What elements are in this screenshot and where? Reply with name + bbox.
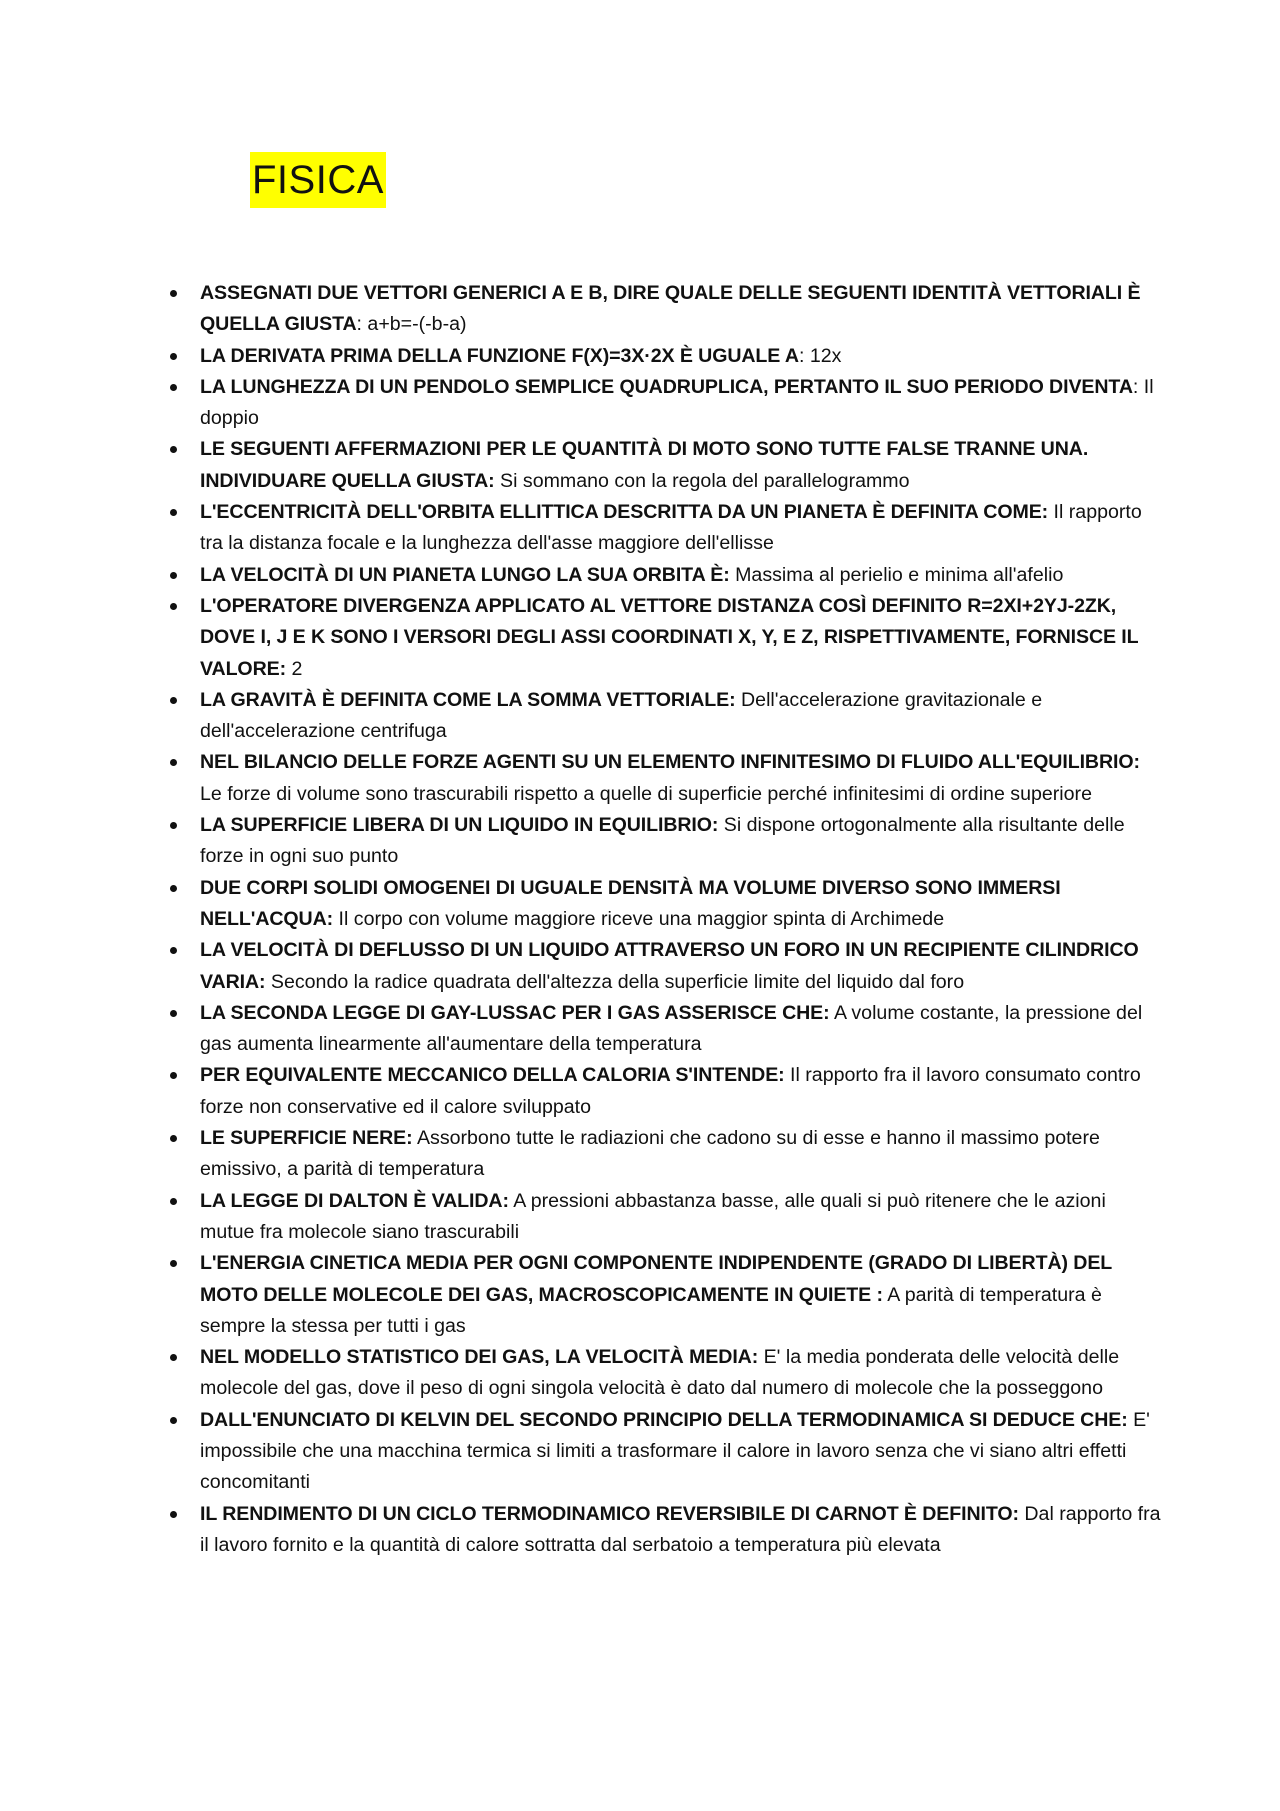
answer-text: Il corpo con volume maggiore riceve una maggior spinta di Archimede	[338, 907, 945, 930]
separator: :	[798, 344, 810, 367]
list-item	[200, 434, 1165, 497]
question-text: LA VELOCITÀ DI UN PIANETA LUNGO LA SUA ORBITA È:	[200, 563, 730, 586]
list-item	[200, 998, 1165, 1061]
question-text: IL RENDIMENTO DI UN CICLO TERMODINAMICO REVERSIBILE DI CARNOT È DEFINITO:	[200, 1502, 1019, 1525]
list-item	[200, 1123, 1165, 1186]
list-item	[200, 1186, 1165, 1249]
bullet-icon	[170, 1260, 177, 1267]
question-text: LA LUNGHEZZA DI UN PENDOLO SEMPLICE QUADRUPLICA, PERTANTO IL SUO PERIODO DIVENTA	[200, 375, 1133, 398]
list-item	[200, 372, 1165, 435]
question-text: ASSEGNATI DUE VETTORI GENERICI A E B, DIRE QUALE DELLE SEGUENTI IDENTITÀ VETTORIALI È QUELLA GIUSTA	[200, 282, 1141, 336]
question-text: DALL'ENUNCIATO DI KELVIN DEL SECONDO PRINCIPIO DELLA TERMODINAMICA SI DEDUCE CHE:	[200, 1408, 1128, 1431]
list-item	[200, 1060, 1165, 1123]
bullet-icon	[170, 1417, 177, 1424]
question-text: DUE CORPI SOLIDI OMOGENEI DI UGUALE DENSITÀ MA VOLUME DIVERSO SONO IMMERSI NELL'ACQUA:	[200, 876, 1061, 930]
question-text: PER EQUIVALENTE MECCANICO DELLA CALORIA S'INTENDE:	[200, 1064, 785, 1087]
bullet-icon	[170, 947, 177, 954]
bullet-icon	[170, 1354, 177, 1361]
list-item	[200, 935, 1165, 998]
bullet-icon	[170, 290, 177, 297]
title-container	[250, 152, 386, 208]
question-text: L'ECCENTRICITÀ DELL'ORBITA ELLITTICA DESCRITTA DA UN PIANETA È DEFINITA COME:	[200, 501, 1049, 524]
question-text: LA VELOCITÀ DI DEFLUSSO DI UN LIQUIDO ATTRAVERSO UN FORO IN UN RECIPIENTE CILINDRICO VARIA:	[200, 939, 1139, 993]
bullet-icon	[170, 446, 177, 453]
separator: :	[1132, 375, 1144, 398]
bullet-icon	[170, 384, 177, 391]
list-item	[200, 810, 1165, 873]
answer-text: Secondo la radice quadrata dell'altezza della superficie limite del liquido dal foro	[270, 970, 965, 993]
bullet-icon	[170, 759, 177, 766]
bullet-icon	[170, 697, 177, 704]
bullet-icon	[170, 603, 177, 610]
list-item	[200, 1248, 1165, 1342]
answer-text: A parità di temperatura è sempre la stessa per tutti i gas	[200, 1283, 1102, 1337]
answer-text: Dal rapporto fra il lavoro fornito e la quantità di calore sottratta dal serbatoio a temperatura più elevata	[200, 1502, 1161, 1556]
list-item	[200, 685, 1165, 748]
list-item	[200, 341, 1165, 372]
question-text: L'OPERATORE DIVERGENZA APPLICATO AL VETTORE DISTANZA COSÌ DEFINITO R=2XI+2YJ-2ZK, DOVE I, J E K SONO I VERSORI DEGLI ASSI COORDINATI X, Y, E Z, RISPETTIVAMENTE, FORNISCE IL VALORE:	[200, 594, 1139, 680]
bullet-icon	[170, 885, 177, 892]
list-item	[200, 591, 1165, 685]
bullet-icon	[170, 353, 177, 360]
answer-text: 2	[291, 657, 303, 680]
bullet-icon	[170, 509, 177, 516]
question-text: LA GRAVITÀ È DEFINITA COME LA SOMMA VETTORIALE:	[200, 688, 736, 711]
answer-text: E' impossibile che una macchina termica si limiti a trasformare il calore in lavoro senza che vi siano altri effetti concomitanti	[200, 1408, 1150, 1494]
list-item	[200, 560, 1165, 591]
separator: :	[356, 313, 368, 336]
question-text: LA SUPERFICIE LIBERA DI UN LIQUIDO IN EQUILIBRIO:	[200, 814, 719, 837]
list-item	[200, 873, 1165, 936]
answer-text: Si sommano con la regola del parallelogrammo	[500, 469, 910, 492]
list-item	[200, 1342, 1165, 1405]
bullet-icon	[170, 1072, 177, 1079]
answer-text: Dell'accelerazione gravitazionale e dell'accelerazione centrifuga	[200, 688, 1043, 743]
question-text: LA LEGGE DI DALTON È VALIDA:	[200, 1189, 509, 1212]
question-answer-list	[200, 278, 1165, 1561]
answer-text: Si dispone ortogonalmente alla risultante delle forze in ogni suo punto	[200, 814, 1125, 868]
question-text: LE SUPERFICIE NERE:	[200, 1127, 413, 1150]
question-text: L'ENERGIA CINETICA MEDIA PER OGNI COMPONENTE INDIPENDENTE (GRADO DI LIBERTÀ) DEL MOTO DELLE MOLECOLE DEI GAS, MACROSCOPICAMENTE IN QUIETE :	[200, 1252, 1112, 1306]
answer-text: 12x	[809, 344, 842, 367]
bullet-icon	[170, 1135, 177, 1142]
bullet-icon	[170, 572, 177, 579]
bullet-icon	[170, 822, 177, 829]
answer-text: A pressioni abbastanza basse, alle quali si può ritenere che le azioni mutue fra molecole siano trascurabili	[200, 1189, 1106, 1243]
answer-text: Assorbono tutte le radiazioni che cadono su di esse e hanno il massimo potere emissivo, a parità di temperatura	[200, 1127, 1100, 1181]
answer-text: a+b=-(-b-a)	[367, 313, 467, 336]
bullet-icon	[170, 1198, 177, 1205]
answer-text: Il rapporto fra il lavoro consumato contro forze non conservative ed il calore sviluppato	[200, 1064, 1141, 1118]
question-text: NEL BILANCIO DELLE FORZE AGENTI SU UN ELEMENTO INFINITESIMO DI FLUIDO ALL'EQUILIBRIO:	[200, 751, 1140, 774]
list-item	[200, 497, 1165, 560]
list-item	[200, 1499, 1165, 1562]
question-text: LA DERIVATA PRIMA DELLA FUNZIONE F(X)=3X·2X È UGUALE A	[200, 344, 799, 367]
question-text: LA SECONDA LEGGE DI GAY-LUSSAC PER I GAS ASSERISCE CHE:	[200, 1001, 830, 1024]
list-item	[200, 1405, 1165, 1499]
answer-text: A volume costante, la pressione del gas aumenta linearmente all'aumentare della temperatura	[200, 1001, 1143, 1056]
list-item	[200, 278, 1165, 341]
question-text: LE SEGUENTI AFFERMAZIONI PER LE QUANTITÀ DI MOTO SONO TUTTE FALSE TRANNE UNA. INDIVIDUARE QUELLA GIUSTA:	[200, 438, 1089, 492]
list-item	[200, 747, 1165, 810]
answer-text: E' la media ponderata delle velocità delle molecole del gas, dove il peso di ogni singola velocità è dato dal numero di molecole che la posseggono	[200, 1346, 1120, 1400]
question-text: NEL MODELLO STATISTICO DEI GAS, LA VELOCITÀ MEDIA:	[200, 1346, 759, 1369]
answer-text: Il doppio	[200, 375, 1154, 430]
answer-text: Il rapporto tra la distanza focale e la lunghezza dell'asse maggiore dell'ellisse	[200, 501, 1142, 555]
bullet-icon	[170, 1010, 177, 1017]
document-title: FISICA	[250, 152, 386, 208]
answer-text: Massima al perielio e minima all'afelio	[735, 563, 1064, 586]
bullet-icon	[170, 1511, 177, 1518]
answer-text: Le forze di volume sono trascurabili rispetto a quelle di superficie perché infinitesimi di ordine superiore	[200, 782, 1092, 805]
